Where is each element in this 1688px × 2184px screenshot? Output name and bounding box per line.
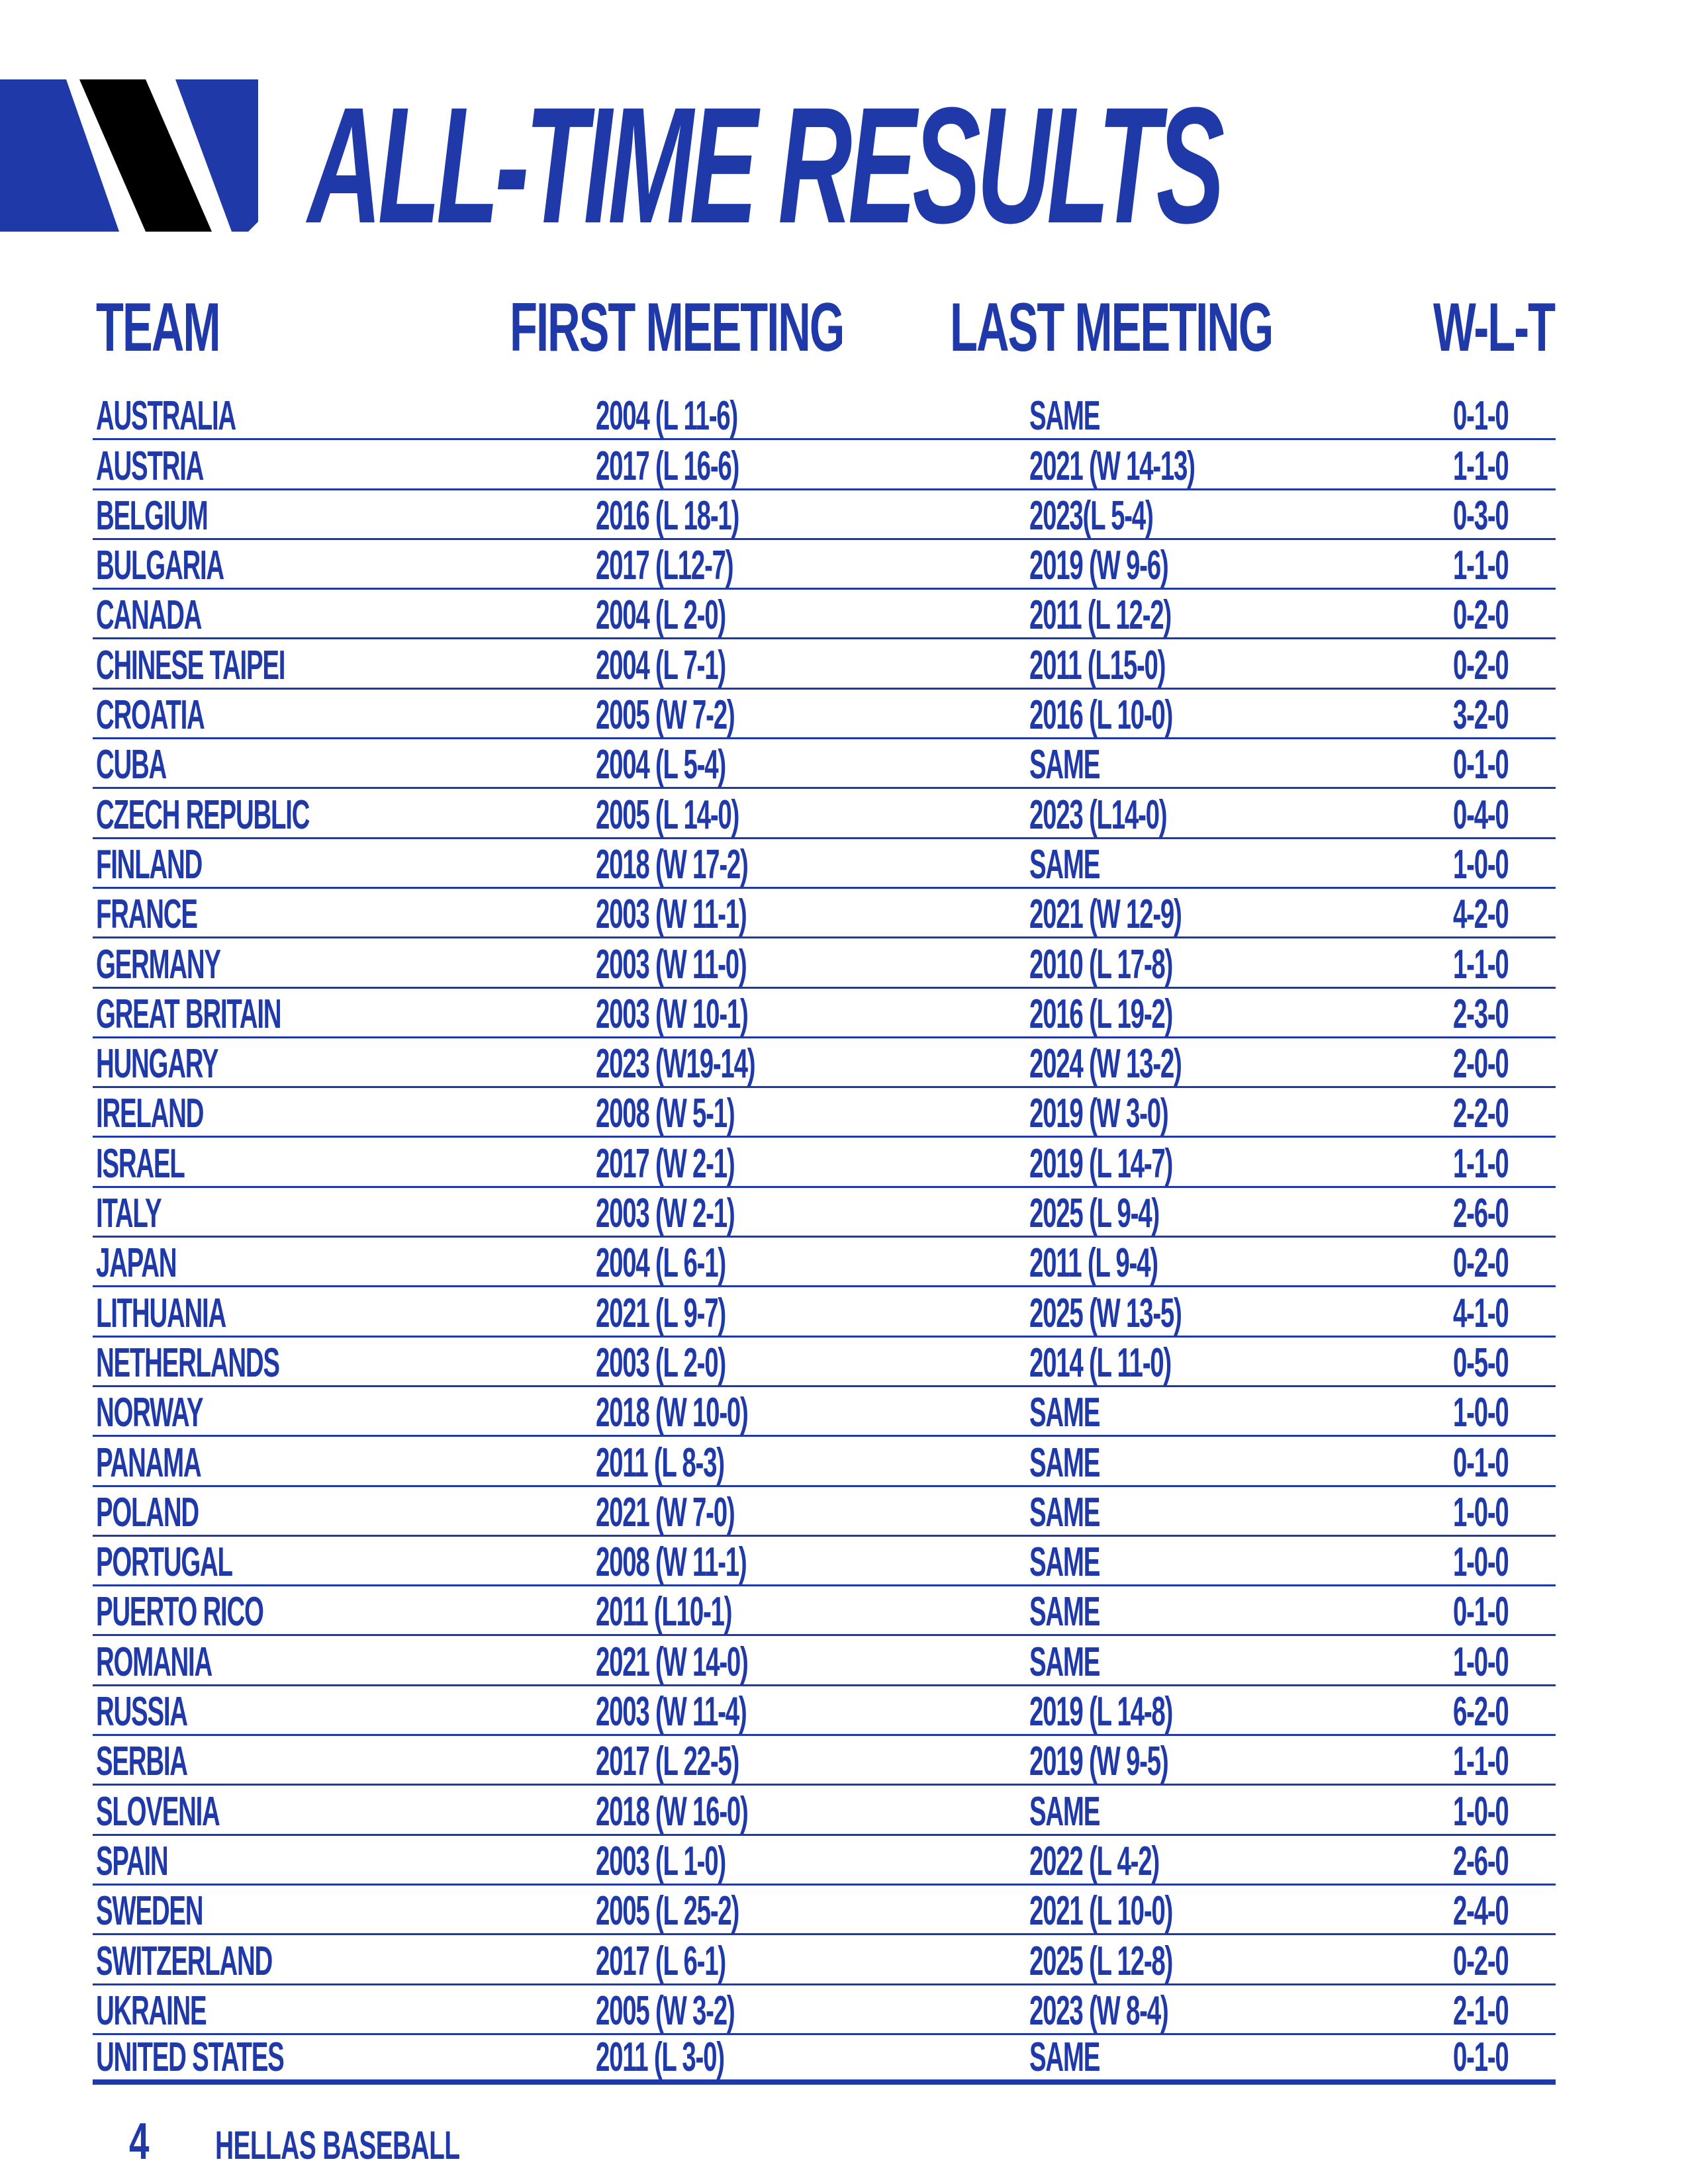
wlt-cell: 0-1-0 xyxy=(1453,742,1509,788)
first-meeting-cell: 2017 (L 6-1) xyxy=(596,1938,726,1984)
team-cell: GERMANY xyxy=(96,941,220,987)
first-meeting-cell: 2017 (L 22-5) xyxy=(596,1739,739,1785)
team-cell: FINLAND xyxy=(96,841,203,887)
first-meeting-cell: 2016 (L 18-1) xyxy=(596,492,739,539)
team-cell: BELGIUM xyxy=(96,492,208,539)
last-meeting-cell: 2016 (L 10-0) xyxy=(1029,692,1173,739)
table-row xyxy=(93,1287,1556,1337)
table-row xyxy=(93,989,1556,1038)
last-meeting-cell: 2021 (L 10-0) xyxy=(1029,1888,1173,1934)
wlt-cell: 0-5-0 xyxy=(1453,1340,1509,1386)
table-row xyxy=(93,839,1556,889)
table-row xyxy=(93,1935,1556,1985)
team-cell: SWEDEN xyxy=(96,1888,203,1934)
first-meeting-cell: 2008 (W 5-1) xyxy=(596,1091,735,1137)
first-meeting-cell: 2011 (L10-1) xyxy=(596,1589,732,1635)
wlt-cell: 1-0-0 xyxy=(1453,1390,1509,1436)
last-meeting-cell: SAME xyxy=(1029,1539,1100,1586)
team-cell: BULGARIA xyxy=(96,543,224,589)
wlt-cell: 6-2-0 xyxy=(1453,1689,1509,1735)
first-meeting-cell: 2004 (L 11-6) xyxy=(596,393,737,439)
wlt-cell: 2-3-0 xyxy=(1453,991,1509,1037)
table-row xyxy=(93,1437,1556,1486)
last-meeting-cell: 2010 (L 17-8) xyxy=(1029,941,1173,987)
wlt-cell: 0-3-0 xyxy=(1453,492,1509,539)
last-meeting-cell: 2019 (W 9-5) xyxy=(1029,1739,1168,1785)
table-row xyxy=(93,1686,1556,1736)
first-meeting-cell: 2005 (W 3-2) xyxy=(596,1987,735,2034)
wlt-cell: 0-2-0 xyxy=(1453,1240,1509,1287)
first-meeting-cell: 2011 (L 3-0) xyxy=(596,2034,724,2081)
wlt-cell: 1-0-0 xyxy=(1453,1489,1509,1535)
table-row xyxy=(93,1188,1556,1238)
last-meeting-cell: 2023 (W 8-4) xyxy=(1029,1987,1168,2034)
last-meeting-cell: SAME xyxy=(1029,1489,1100,1535)
first-meeting-cell: 2003 (W 11-4) xyxy=(596,1689,747,1735)
team-cell: ROMANIA xyxy=(96,1639,212,1685)
table-row xyxy=(93,789,1556,839)
last-meeting-cell: 2021 (W 14-13) xyxy=(1029,443,1195,489)
wlt-cell: 1-0-0 xyxy=(1453,1788,1509,1835)
first-meeting-cell: 2021 (L 9-7) xyxy=(596,1290,726,1336)
first-meeting-cell: 2017 (L12-7) xyxy=(596,543,733,589)
last-meeting-cell: SAME xyxy=(1029,742,1100,788)
first-meeting-cell: 2005 (L 14-0) xyxy=(596,792,739,838)
last-meeting-cell: SAME xyxy=(1029,2034,1100,2081)
last-meeting-cell: 2024 (W 13-2) xyxy=(1029,1041,1182,1087)
first-meeting-cell: 2017 (W 2-1) xyxy=(596,1140,735,1187)
team-cell: CANADA xyxy=(96,592,202,639)
table-row xyxy=(93,938,1556,988)
table-row xyxy=(93,739,1556,789)
wlt-cell: 1-0-0 xyxy=(1453,1639,1509,1685)
column-header-team: TEAM xyxy=(96,289,220,366)
last-meeting-cell: SAME xyxy=(1029,1390,1100,1436)
team-cell: FRANCE xyxy=(96,891,197,938)
last-meeting-cell: 2025 (L 9-4) xyxy=(1029,1191,1159,1237)
first-meeting-cell: 2003 (W 10-1) xyxy=(596,991,748,1037)
last-meeting-cell: 2019 (L 14-7) xyxy=(1029,1140,1173,1187)
wlt-cell: 0-1-0 xyxy=(1453,1589,1509,1635)
wlt-cell: 1-0-0 xyxy=(1453,841,1509,887)
table-row xyxy=(93,1138,1556,1187)
team-cell: CHINESE TAIPEI xyxy=(96,642,285,688)
column-header-wlt: W-L-T xyxy=(1433,289,1555,366)
first-meeting-cell: 2011 (L 8-3) xyxy=(596,1439,724,1486)
first-meeting-cell: 2018 (W 10-0) xyxy=(596,1390,748,1436)
wlt-cell: 2-6-0 xyxy=(1453,1191,1509,1237)
table-row xyxy=(93,1586,1556,1636)
table-row xyxy=(93,1387,1556,1437)
column-header-last-meeting: LAST MEETING xyxy=(950,289,1273,366)
team-cell: RUSSIA xyxy=(96,1689,187,1735)
team-cell: PORTUGAL xyxy=(96,1539,232,1586)
first-meeting-cell: 2005 (L 25-2) xyxy=(596,1888,739,1934)
wlt-cell: 1-1-0 xyxy=(1453,443,1509,489)
wlt-cell: 2-2-0 xyxy=(1453,1091,1509,1137)
team-cell: SPAIN xyxy=(96,1838,168,1884)
first-meeting-cell: 2018 (W 17-2) xyxy=(596,841,748,887)
first-meeting-cell: 2003 (W 11-0) xyxy=(596,941,747,987)
table-row xyxy=(93,590,1556,639)
table-row xyxy=(93,690,1556,739)
team-cell: JAPAN xyxy=(96,1240,177,1287)
last-meeting-cell: 2025 (W 13-5) xyxy=(1029,1290,1182,1336)
team-cell: SLOVENIA xyxy=(96,1788,220,1835)
wlt-cell: 4-1-0 xyxy=(1453,1290,1509,1336)
table-row xyxy=(93,1985,1556,2035)
last-meeting-cell: 2025 (L 12-8) xyxy=(1029,1938,1173,1984)
wlt-cell: 3-2-0 xyxy=(1453,692,1509,739)
team-cell: UKRAINE xyxy=(96,1987,207,2034)
table-row xyxy=(93,1636,1556,1686)
last-meeting-cell: SAME xyxy=(1029,1639,1100,1685)
team-cell: PANAMA xyxy=(96,1439,201,1486)
team-cell: CUBA xyxy=(96,742,167,788)
team-cell: ITALY xyxy=(96,1191,162,1237)
publication-name: HELLAS BASEBALL xyxy=(215,2123,460,2167)
first-meeting-cell: 2003 (L 1-0) xyxy=(596,1838,726,1884)
table-row xyxy=(93,2035,1556,2085)
page-title: ALL-TIME RESULTS xyxy=(308,73,1221,257)
team-cell: SERBIA xyxy=(96,1739,187,1785)
wlt-cell: 0-1-0 xyxy=(1453,1439,1509,1486)
table-row xyxy=(93,490,1556,540)
table-row xyxy=(93,1836,1556,1886)
table-row xyxy=(93,639,1556,689)
table-row xyxy=(93,1886,1556,1935)
first-meeting-cell: 2008 (W 11-1) xyxy=(596,1539,747,1586)
wlt-cell: 0-4-0 xyxy=(1453,792,1509,838)
team-cell: GREAT BRITAIN xyxy=(96,991,281,1037)
last-meeting-cell: SAME xyxy=(1029,393,1100,439)
team-cell: UNITED STATES xyxy=(96,2034,284,2081)
first-meeting-cell: 2003 (W 11-1) xyxy=(596,891,747,938)
wlt-cell: 0-1-0 xyxy=(1453,393,1509,439)
last-meeting-cell: 2019 (L 14-8) xyxy=(1029,1689,1173,1735)
table-row xyxy=(93,1786,1556,1835)
wlt-cell: 0-2-0 xyxy=(1453,642,1509,688)
first-meeting-cell: 2004 (L 2-0) xyxy=(596,592,726,639)
team-cell: POLAND xyxy=(96,1489,199,1535)
table-row xyxy=(93,1238,1556,1287)
first-meeting-cell: 2017 (L 16-6) xyxy=(596,443,739,489)
team-cell: PUERTO RICO xyxy=(96,1589,263,1635)
table-row xyxy=(93,1736,1556,1786)
wlt-cell: 2-6-0 xyxy=(1453,1838,1509,1884)
team-cell: NETHERLANDS xyxy=(96,1340,279,1386)
table-row xyxy=(93,1537,1556,1586)
team-cell: AUSTRALIA xyxy=(96,393,236,439)
last-meeting-cell: 2011 (L 9-4) xyxy=(1029,1240,1158,1287)
last-meeting-cell: SAME xyxy=(1029,1439,1100,1486)
table-row xyxy=(93,889,1556,938)
last-meeting-cell: SAME xyxy=(1029,841,1100,887)
team-cell: LITHUANIA xyxy=(96,1290,226,1336)
last-meeting-cell: 2011 (L 12-2) xyxy=(1029,592,1171,639)
first-meeting-cell: 2004 (L 7-1) xyxy=(596,642,726,688)
wlt-cell: 2-1-0 xyxy=(1453,1987,1509,2034)
wlt-cell: 1-1-0 xyxy=(1453,1739,1509,1785)
team-cell: NORWAY xyxy=(96,1390,203,1436)
wlt-cell: 1-1-0 xyxy=(1453,543,1509,589)
last-meeting-cell: 2022 (L 4-2) xyxy=(1029,1838,1159,1884)
team-cell: AUSTRIA xyxy=(96,443,204,489)
team-cell: HUNGARY xyxy=(96,1041,218,1087)
team-cell: CROATIA xyxy=(96,692,205,739)
first-meeting-cell: 2018 (W 16-0) xyxy=(596,1788,748,1835)
table-row xyxy=(93,540,1556,590)
last-meeting-cell: 2023(L 5-4) xyxy=(1029,492,1153,539)
team-cell: IRELAND xyxy=(96,1091,204,1137)
last-meeting-cell: 2021 (W 12-9) xyxy=(1029,891,1182,938)
first-meeting-cell: 2003 (L 2-0) xyxy=(596,1340,726,1386)
first-meeting-cell: 2021 (W 14-0) xyxy=(596,1639,748,1685)
header-stripes-graphic xyxy=(0,79,278,232)
first-meeting-cell: 2023 (W19-14) xyxy=(596,1041,755,1087)
team-cell: SWITZERLAND xyxy=(96,1938,273,1984)
last-meeting-cell: 2019 (W 9-6) xyxy=(1029,543,1168,589)
first-meeting-cell: 2004 (L 5-4) xyxy=(596,742,726,788)
wlt-cell: 0-1-0 xyxy=(1453,2034,1509,2081)
wlt-cell: 0-2-0 xyxy=(1453,592,1509,639)
table-row xyxy=(93,1038,1556,1088)
table-row xyxy=(93,440,1556,490)
wlt-cell: 1-1-0 xyxy=(1453,941,1509,987)
last-meeting-cell: 2023 (L14-0) xyxy=(1029,792,1167,838)
last-meeting-cell: SAME xyxy=(1029,1788,1100,1835)
wlt-cell: 1-1-0 xyxy=(1453,1140,1509,1187)
last-meeting-cell: 2014 (L 11-0) xyxy=(1029,1340,1171,1386)
wlt-cell: 2-0-0 xyxy=(1453,1041,1509,1087)
wlt-cell: 2-4-0 xyxy=(1453,1888,1509,1934)
last-meeting-cell: 2016 (L 19-2) xyxy=(1029,991,1173,1037)
last-meeting-cell: 2011 (L15-0) xyxy=(1029,642,1166,688)
team-cell: CZECH REPUBLIC xyxy=(96,792,310,838)
results-table xyxy=(93,390,1556,2085)
first-meeting-cell: 2004 (L 6-1) xyxy=(596,1240,726,1287)
wlt-cell: 0-2-0 xyxy=(1453,1938,1509,1984)
first-meeting-cell: 2021 (W 7-0) xyxy=(596,1489,735,1535)
page-number: 4 xyxy=(129,2112,150,2170)
wlt-cell: 1-0-0 xyxy=(1453,1539,1509,1586)
first-meeting-cell: 2003 (W 2-1) xyxy=(596,1191,735,1237)
table-row xyxy=(93,1487,1556,1537)
team-cell: ISRAEL xyxy=(96,1140,185,1187)
wlt-cell: 4-2-0 xyxy=(1453,891,1509,938)
last-meeting-cell: SAME xyxy=(1029,1589,1100,1635)
column-header-first-meeting: FIRST MEETING xyxy=(510,289,844,366)
table-row xyxy=(93,1088,1556,1138)
last-meeting-cell: 2019 (W 3-0) xyxy=(1029,1091,1168,1137)
first-meeting-cell: 2005 (W 7-2) xyxy=(596,692,735,739)
table-row xyxy=(93,1338,1556,1387)
table-row xyxy=(93,390,1556,440)
